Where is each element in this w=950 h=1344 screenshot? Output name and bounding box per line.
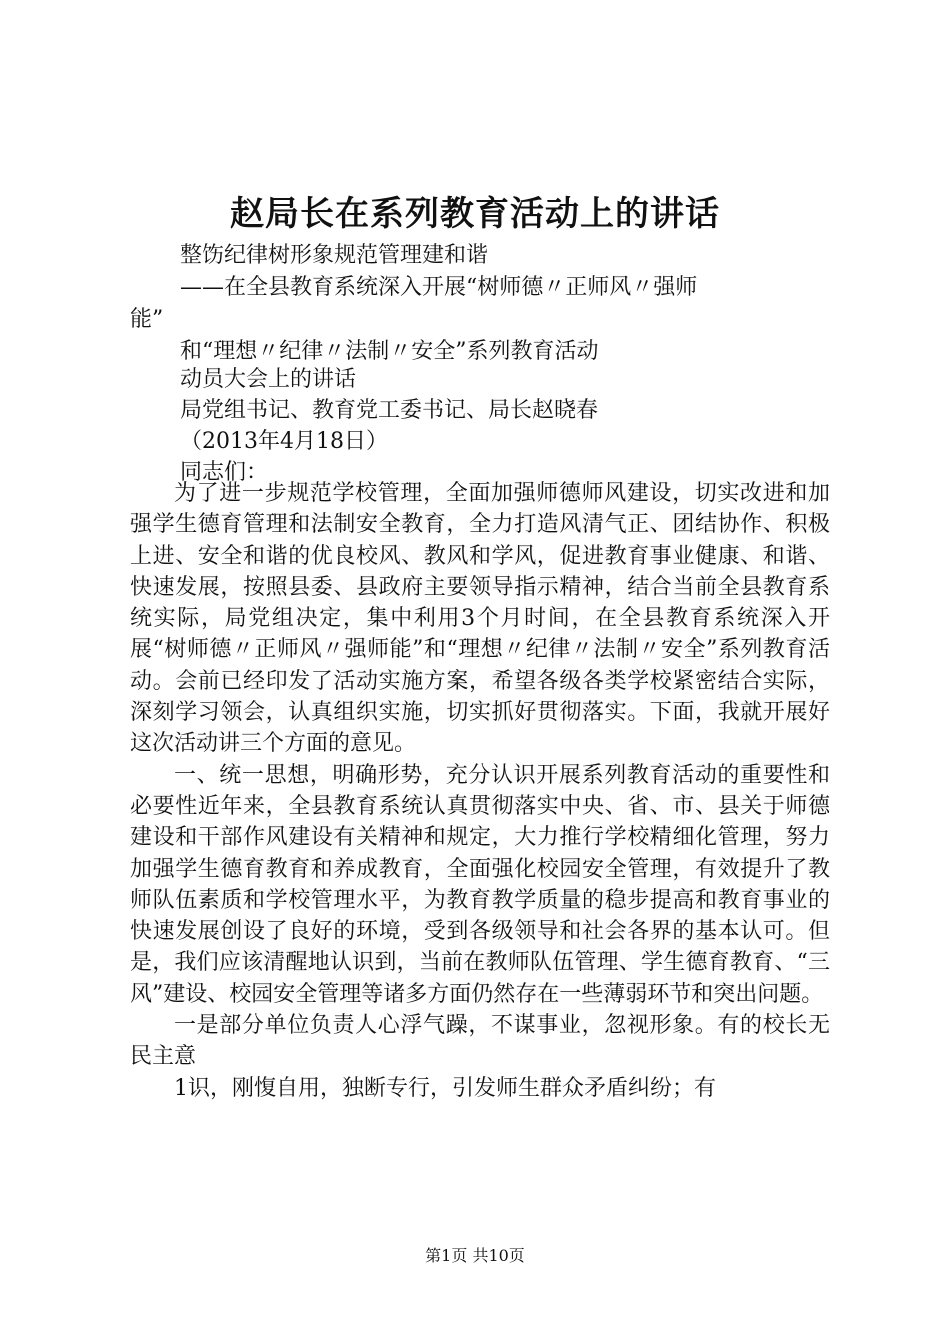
subtitle-line: 和“理想〃纪律〃法制〃安全”系列教育活动 <box>180 339 599 364</box>
subtitle-line: 动员大会上的讲话 <box>180 367 357 392</box>
body-paragraph: 1识，刚愎自用，独断专行，引发师生群众矛盾纠纷；有 <box>174 1075 716 1101</box>
body-paragraph: 一是部分单位负责人心浮气躁，不谋事业，忽视形象。有的校长无民主意 <box>130 1013 830 1070</box>
document-title: 赵局长在系列教育活动上的讲话 <box>230 194 720 234</box>
body-paragraph: 一、统一思想，明确形势，充分认识开展系列教育活动的重要性和必要性近年来，全县教育系统认真贯彻落实中央、省、市、县关于师德建设和干部作风建设有关精神和规定，大力推行学校精细化管理，努力加强学生德育教育和养成教育，全面强化校园安全管理，有效提升了教师队伍素质和学校管理水平，为教育教学质量的稳步提高和教育事业的快速发展创设了良好的环境，受到各级领导和社会各界的基本认可。但是，我们应该清醒地认识到，当前在教师队伍管理、学生德育教育、“三风”建设、校园安全管理等诸多方面仍然存在一些薄弱环节和突出问题。 <box>130 762 830 1007</box>
document-body <box>130 478 830 1104</box>
subtitle-line: 能” <box>130 307 164 332</box>
body-paragraph: 为了进一步规范学校管理，全面加强师德师风建设，切实改进和加强学生德育管理和法制安全教育，全力打造风清气正、团结协作、积极上进、安全和谐的优良校风、教风和学风，促进教育事业健康、和谐、快速发展，按照县委、县政府主要领导指示精神，结合当前全县教育系统实际，局党组决定，集中利用3个月时间，在全县教育系统深入开展“树师德〃正师风〃强师能”和“理想〃纪律〃法制〃安全”系列教育活动。会前已经印发了活动实施方案，希望各级各类学校紧密结合实际，深刻学习领会，认真组织实施，切实抓好贯彻落实。下面，我就开展好这次活动讲三个方面的意见。 <box>130 481 830 757</box>
salutation: 同志们： <box>180 460 269 485</box>
date-line: （2013年4月18日） <box>180 429 388 454</box>
subtitle-line: 整饬纪律树形象规范管理建和谐 <box>180 243 489 268</box>
speaker-line: 局党组书记、教育党工委书记、局长赵晓春 <box>180 398 599 423</box>
subtitle-line: ——在全县教育系统深入开展“树师德〃正师风〃强师 <box>180 275 698 300</box>
page-footer: 第1页 共10页 <box>425 1246 525 1265</box>
